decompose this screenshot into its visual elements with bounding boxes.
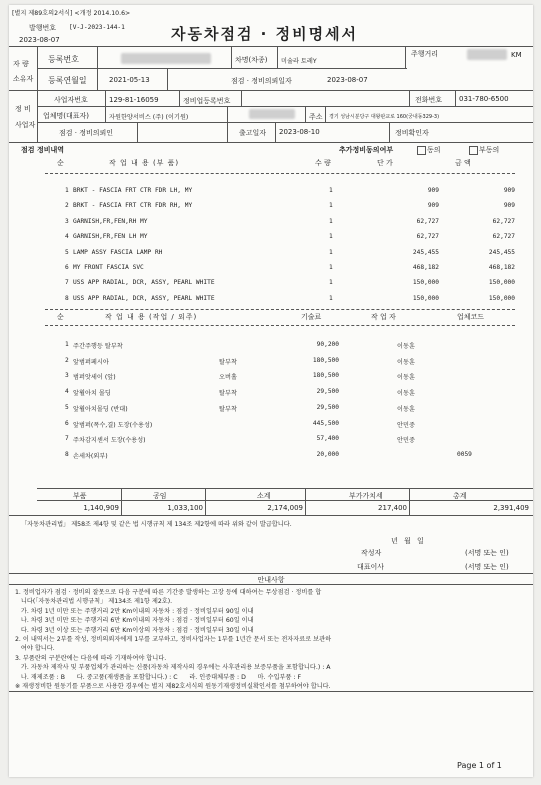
notice-line: 3. 부품란의 구분란에는 다음에 따라 기재하여야 합니다. [15,654,167,662]
disagree-checkbox[interactable] [469,146,478,155]
delivery-label: 출고일자 [239,129,267,137]
parts-row-desc: GARNISH,FR,FEN LH MY [73,233,148,241]
parts-row-amount: 909 [503,202,515,210]
notice-line: 여야 합니다. [15,645,55,653]
labor-row-no: 4 [65,388,69,396]
biz-no: 129-81-16059 [109,96,159,104]
mileage-label: 주행거리 [411,50,439,58]
agree-checkbox[interactable] [417,146,426,155]
parts-row-amount: 909 [503,187,515,194]
business-group-label: 정 비 사업자 [15,105,36,129]
table-border [9,46,533,47]
labor-row-code: 0059 [457,450,472,458]
issue-date: 2023-08-07 [19,36,60,44]
address-value: 경기 성남시분당구 대왕판교로 160(궁내동329-3) [329,114,440,120]
parts-row-qty: 1 [329,264,333,271]
parts-row-desc: MY FRONT FASCIA SVC [73,264,144,271]
parts-row-desc: USS APP RADIAL, DCR, ASSY, PEARL WHITE [73,279,215,287]
total-labor-value: 1,033,100 [167,504,203,512]
parts-row-desc: LAMP ASSY FASCIA LAMP RH [73,248,163,256]
total-parts-value: 1,140,909 [83,504,119,512]
labor-row-worker: 안민중 [397,437,415,445]
parts-row-desc: BRKT - FASCIA FRT CTR FDR RH, MY [73,202,193,210]
labor-col-worker: 작 업 자 [371,313,396,321]
parts-row-no: 6 [65,264,69,271]
vat-value: 217,400 [378,504,407,512]
parts-row-no: 4 [65,233,69,241]
labor-row-no: 5 [65,403,69,411]
labor-row-fee: 90,200 [316,341,339,348]
labor-row-no: 2 [65,356,69,364]
parts-row-price: 909 [427,202,439,210]
parts-row-qty: 1 [329,294,333,302]
notice-line: 1. 정비업자가 점검 · 정비의 잘못으로 다음 구분에 따른 기간중 발생하는 고장 등에 대하여는 무상점검 · 정비를 합 [15,589,322,596]
disagree-label: 부동의 [479,146,500,154]
labor-col-no: 순 [57,313,64,321]
labor-row-no: 8 [65,450,69,458]
address-label: 주소 [309,113,323,121]
company-label: 업체명(대표자) [43,112,90,120]
labor-row-fee: 57,400 [316,435,339,443]
page-number: Page 1 of 1 [457,761,502,770]
labor-row-worker: 이동훈 [397,343,415,350]
reg-date-label: 등록연월일 [48,76,87,85]
parts-row-amount: 62,727 [492,233,515,241]
parts-row-amount: 468,182 [488,264,515,271]
total-parts-label: 부품 [73,492,87,500]
parts-row-qty: 1 [329,217,333,225]
parts-row-no: 7 [65,279,69,287]
parts-row-price: 909 [427,187,439,194]
notice-line: 니다(「자동차관리법 시행규칙」 제134조 제1항 제2호). [15,598,173,606]
owner-group-label: 자 량 소유자 [13,60,34,83]
additional-consent-label: 추가정비동의여부 [339,146,394,154]
parts-row-amount: 150,000 [488,294,515,302]
grand-total-value: 2,391,409 [493,504,529,512]
labor-row-desc: 앞범퍼페시아 [73,358,109,366]
labor-row-fee: 20,000 [316,450,339,458]
parts-row-qty: 1 [329,202,333,210]
delivery-date: 2023-08-10 [279,128,320,136]
subtotal-label: 소계 [257,492,271,500]
reg-no-label: 등록번호 [48,55,79,64]
parts-row-price: 150,000 [412,279,439,287]
document-title: 자동차점검 · 정비명세서 [171,25,359,43]
phone-label: 전화번호 [415,96,443,104]
parts-row-no: 2 [65,202,69,210]
issue-number-label: 발행번호 [29,24,57,32]
redacted-company-extra [249,109,295,119]
parts-row-desc: GARNISH,FR,FEN,RH MY [73,217,148,225]
parts-col-amount: 금 액 [455,159,471,167]
mileage-unit: KM [511,51,522,59]
notice-line: 2. 이 내역서는 2부를 작성, 정비의뢰자에게 1부를 교부하고, 정비사업자는 1부를 1년간 문서 또는 전자자료로 보관하 [15,636,332,643]
parts-col-desc: 작 업 내 용 (부 품) [109,159,180,167]
parts-row-desc: USS APP RADIAL, DCR, ASSY, PEARL WHITE [73,294,215,302]
redacted-reg-no [121,53,211,64]
parts-row-amount: 150,000 [488,279,515,287]
notice-line: 나. 재제조품 : B 다. 중고품(재생품을 포함합니다.) : C 라. 인증대체부품 : D 마. 수입부품 : F [15,673,302,681]
parts-row-no: 5 [65,248,69,256]
labor-row-worker: 이동훈 [397,405,415,413]
labor-row-type: 탈부착 [219,405,237,413]
labor-row-desc: 앞휠아치 몰딩 [73,390,111,398]
parts-row-amount: 245,455 [488,248,515,256]
issue-number: [V-J-2023-144-1 [69,24,125,31]
workshop-reg-label: 정비업등록번호 [183,97,231,105]
labor-row-no: 3 [65,372,69,380]
labor-row-fee: 180,500 [312,372,339,380]
representative-label: 대표이사 [357,563,385,571]
labor-row-fee: 29,500 [316,388,339,396]
form-number: [별지 제89호의2서식] <개정 2014.10.6> [12,10,131,17]
parts-row-desc: BRKT - FASCIA FRT CTR FDR LH, MY [73,187,193,194]
parts-row-price: 150,000 [412,294,439,302]
model-label: 차명(차종) [235,56,268,64]
confirmer-label: 정비확인자 [395,129,429,137]
parts-row-no: 1 [65,187,69,194]
parts-row-price: 245,455 [412,248,439,256]
notice-line: 나. 차령 3년 미만 또는 주행거리 6만 Km이내의 자동차 : 점검 · 정비일부터 60일 이내 [15,617,254,625]
labor-row-desc: 범퍼앗세이 (앞) [73,374,116,382]
labor-row-desc: 손세차(외부) [73,452,108,460]
labor-row-desc: 앞휠아치몰딩 (반대) [73,405,128,413]
labor-row-desc: 주간주행등 탈부착 [73,343,123,350]
parts-row-no: 3 [65,217,69,225]
labor-row-fee: 445,500 [312,419,339,427]
labor-row-worker: 이동훈 [397,390,415,398]
parts-row-qty: 1 [329,187,333,194]
parts-row-price: 468,182 [412,264,439,271]
labor-row-no: 1 [65,341,69,348]
grand-total-label: 총계 [453,492,467,500]
total-labor-label: 공임 [153,492,167,500]
parts-row-price: 62,727 [416,217,439,225]
labor-col-fee: 기술료 [301,313,322,321]
parts-row-qty: 1 [329,279,333,287]
labor-row-no: 6 [65,419,69,427]
parts-row-qty: 1 [329,233,333,241]
notice-line: 다. 차령 3년 이상 또는 주행거리 6만 Km이상의 자동차 : 점검 · 정비일부터 30일 이내 [15,626,254,634]
reg-date: 2021-05-13 [109,76,150,84]
labor-row-fee: 180,500 [312,356,339,364]
parts-col-price: 단 가 [377,159,393,167]
inspect-date: 2023-08-07 [327,76,368,84]
notice-title: 안내사항 [257,576,285,584]
labor-row-fee: 29,500 [316,403,339,411]
subtotal-value: 2,174,009 [267,504,303,512]
date-placeholder: 년 월 일 [391,537,424,545]
parts-row-no: 8 [65,294,69,302]
requester-label: 점검 · 정비의뢰인 [59,129,114,137]
model-value: 미슐라 토레Y [281,58,317,65]
biz-no-label: 사업자번호 [54,96,88,104]
labor-row-type: 오버홀 [219,374,237,382]
parts-col-qty: 수 량 [315,159,331,167]
agree-label: 동의 [427,146,441,154]
author-signature: (서명 또는 인) [465,549,509,557]
labor-row-desc: 앞범퍼(폭수,결) 도장(수용성) [73,421,153,429]
inspect-date-label: 점검 · 정비의뢰일자 [231,77,292,85]
labor-row-worker: 이동훈 [397,358,415,366]
notice-line: 가. 자동차 제작사 및 부품업체가 관리하는 신품(자동차 제작사의 경우에는 사후관리용 보증부품을 포함합니다.) : A [15,664,331,672]
representative-signature: (서명 또는 인) [465,563,509,571]
labor-col-desc: 작 업 내 용 (작업 / 외주) [105,313,198,321]
notice-line: 가. 차령 1년 미만 또는 주행거리 2만 Km이내의 자동차 : 점검 · 정비일부터 90일 이내 [15,607,254,615]
labor-row-desc: 주차감지센서 도장(수용성) [73,437,146,445]
parts-row-amount: 62,727 [492,217,515,225]
document-page [9,5,533,777]
vat-label: 부가가치세 [349,492,383,500]
labor-row-type: 탈부착 [219,358,237,366]
labor-row-worker: 안민중 [397,421,415,429]
phone-value: 031-780-6500 [459,95,509,103]
parts-col-no: 순 [57,159,64,167]
company-value: 자원한양서비스 (주) (이기원) [109,114,189,121]
labor-row-type: 탈부착 [219,390,237,398]
redacted-mileage [467,49,507,60]
labor-row-worker: 이동훈 [397,374,415,382]
author-label: 작성자 [361,549,382,557]
parts-row-price: 62,727 [416,233,439,241]
parts-row-qty: 1 [329,248,333,256]
labor-row-no: 7 [65,435,69,443]
legal-statement: 「자동차관리법」 제58조 제4항 및 같은 법 시행규칙 제 134조 제2항에 따라 위와 같이 발급합니다. [21,521,292,528]
section-title: 점검 정비내역 [21,146,65,154]
labor-col-code: 업체코드 [457,313,485,321]
notice-line: ※ 재생정비한 원동기를 부품으로 사용한 경우에는 별지 제82호서식의 원동기재생정비실확인서를 첨부하여야 합니다. [15,683,331,690]
